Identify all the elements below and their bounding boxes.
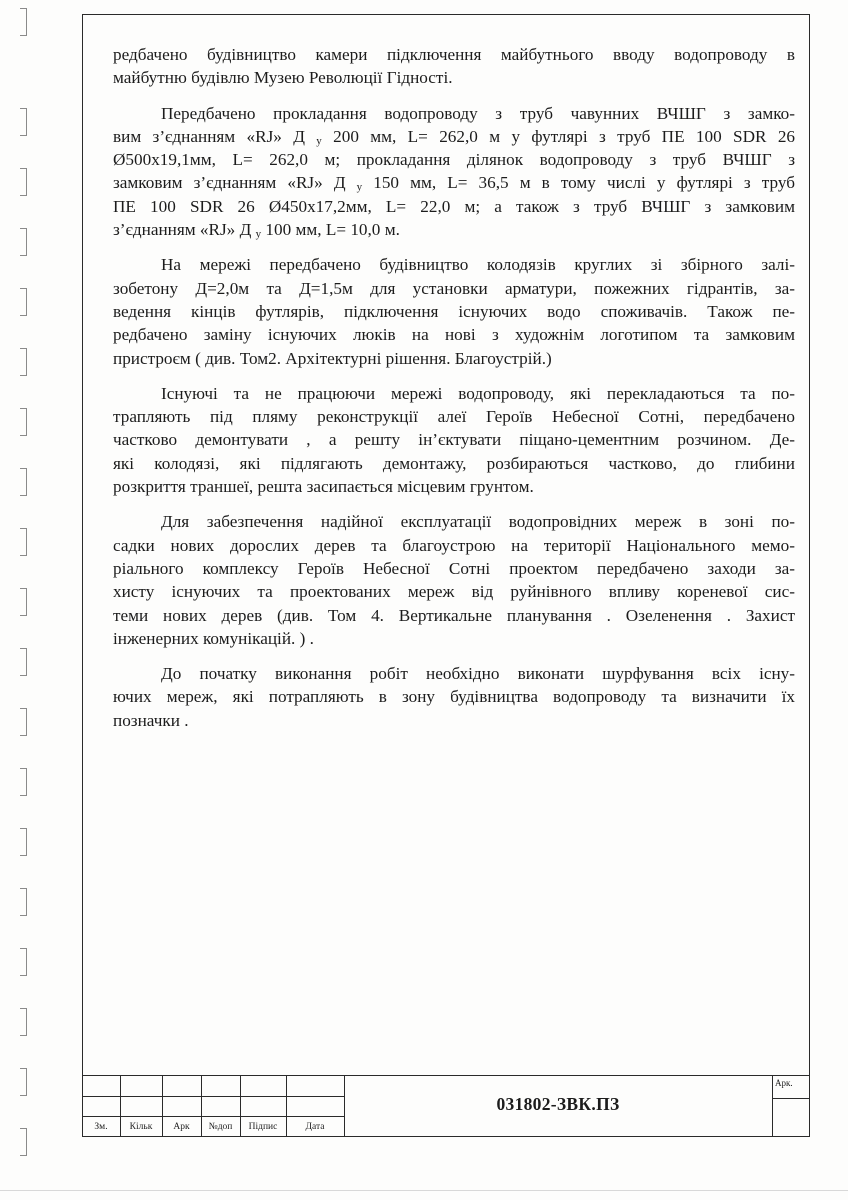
text-line: ПЕ 100 SDR 26 Ø450х17,2мм, L= 22,0 м; а також з труб ВЧШГ з замковим: [113, 196, 795, 216]
paragraph: [113, 382, 795, 498]
binding-hole-mark: [20, 1128, 27, 1156]
binding-hole-mark: [20, 888, 27, 916]
stamp-label-doc-number: №доп: [208, 1122, 233, 1132]
document-code: 031802-ЗВК.ПЗ: [496, 1094, 620, 1114]
stamp-label-change: Зм.: [94, 1122, 108, 1132]
binding-hole-mark: [20, 108, 27, 136]
binding-hole-mark: [20, 348, 27, 376]
text-line: Для забезпечення надійної експлуатації водопровідних мереж в зоні по-: [161, 512, 795, 532]
binding-hole-mark: [20, 948, 27, 976]
stamp-label-sheet: Арк: [173, 1122, 190, 1132]
text-line: які колодязі, які підлягають демонтажу, розбираються частково, до глибини: [113, 453, 795, 473]
text-line: редбачено заміну існуючих люків на нові з художнім логотипом та замковим: [113, 325, 795, 345]
text-line: замковим з’єднанням «RJ» Д $_у$ 150 мм, L= 36,5 м в тому числі у футлярі з труб: [113, 173, 795, 194]
binding-hole-mark: [20, 8, 27, 36]
text-line: ріального комплексу Героїв Небесної Сотні проектом передбачено заходи за-: [113, 558, 795, 578]
title-block: [82, 1075, 810, 1137]
text-line: ведення кінців футлярів, підключення існуючих водо споживачів. Також пе-: [113, 301, 795, 321]
text-line: трапляють під пляму реконструкції алеї Героїв Небесної Сотні, передбачено: [113, 407, 795, 427]
binding-hole-mark: [20, 768, 27, 796]
text-line: Ø500х19,1мм, L= 262,0 м; прокладання ділянок водопроводу з труб ВЧШГ з: [113, 150, 795, 170]
text-line: майбутню будівлю Музею Революції Гідності.: [113, 68, 453, 88]
text-line: розкриття траншеї, решта засипається місцевим грунтом.: [113, 477, 534, 497]
text-line: частково демонтувати , а решту ін’єктувати піщано-цементним розчином. Де-: [113, 430, 795, 450]
text-line: редбачено будівництво камери підключення майбутнього вводу водопроводу в: [113, 45, 795, 64]
binding-hole-mark: [20, 588, 27, 616]
binding-hole-mark: [20, 1068, 27, 1096]
binding-hole-mark: [20, 228, 27, 256]
binding-hole-mark: [20, 1008, 27, 1036]
binding-hole-mark: [20, 288, 27, 316]
text-line: теми нових дерев (див. Том 4. Вертикальне планування . Озеленення . Захист: [113, 605, 795, 625]
binding-hole-mark: [20, 408, 27, 436]
sheet-number-label: Арк.: [775, 1078, 793, 1088]
binding-hole-mark: [20, 828, 27, 856]
text-line: зобетону Д=2,0м та Д=1,5м для установки арматури, пожежних гідрантів, за-: [113, 278, 795, 298]
text-line: хисту існуючих та проектованих мереж від руйнівного впливу кореневої сис-: [113, 582, 795, 602]
text-line: садки нових дорослих дерев та благоустрою на території Національного мемо-: [113, 535, 795, 555]
paragraph: [113, 102, 795, 242]
binding-margin: [0, 0, 40, 1200]
text-line: з’єднанням «RJ» Д $_у$ 100 мм, L= 10,0 м.: [113, 220, 400, 241]
paragraph: [113, 662, 795, 732]
text-line: пристроєм ( див. Том2. Архітектурні рішення. Благоустрій.): [113, 348, 552, 368]
text-line: Існуючі та не працюючи мережі водопроводу, які перекладаються та по-: [161, 383, 795, 403]
text-line: Передбачено прокладання водопроводу з труб чавунних ВЧШГ з замко-: [161, 103, 795, 123]
binding-hole-mark: [20, 468, 27, 496]
scan-edge: [0, 1190, 848, 1191]
text-line: На мережі передбачено будівництво колодязів круглих зі збірного залі-: [161, 255, 795, 275]
text-line: позначки .: [113, 710, 189, 730]
document-body: [113, 43, 795, 744]
text-line: інженерних комунікацій. ) .: [113, 628, 314, 648]
binding-hole-mark: [20, 648, 27, 676]
stamp-label-date: Дата: [305, 1122, 325, 1132]
paragraph: [113, 43, 795, 90]
binding-hole-mark: [20, 168, 27, 196]
paragraph: [113, 253, 795, 369]
binding-hole-mark: [20, 528, 27, 556]
paragraph: [113, 510, 795, 650]
text-line: вим з’єднанням «RJ» Д $_у$ 200 мм, L= 262,0 м у футлярі з труб ПЕ 100 SDR 26: [113, 126, 796, 147]
text-line: До початку виконання робіт необхідно виконати шурфування всіх існу-: [161, 664, 795, 684]
stamp-label-signature: Підпис: [248, 1122, 278, 1132]
text-line: ючих мереж, які потрапляють в зону будівництва водопроводу та визначити їх: [113, 687, 795, 707]
stamp-label-quantity: Кільк: [129, 1122, 153, 1132]
binding-hole-mark: [20, 708, 27, 736]
